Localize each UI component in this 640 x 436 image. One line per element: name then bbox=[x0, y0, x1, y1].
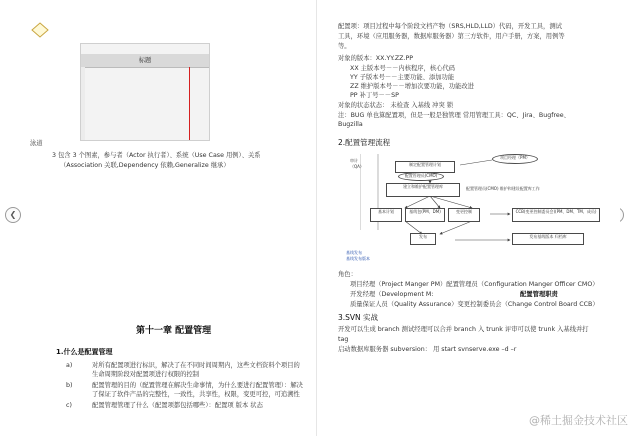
chapter-title: 第十一章 配置管理 bbox=[136, 326, 212, 336]
baseline-box: 基线包(PM、DM) bbox=[405, 208, 445, 222]
ccb-box: CCB(变更控制委员会)(PM、DM、TM、成员) bbox=[512, 208, 600, 222]
intro-line: 配置项：项目过程中每个阶段文档产物（SRS,HLD,LLD）代码，开发工具，测试 bbox=[338, 23, 562, 30]
lane-label: 审计（QA） bbox=[350, 158, 364, 169]
version-item: XX 主版本号－－内核程序，核心代码 bbox=[350, 65, 456, 72]
release-box: 发布 bbox=[410, 233, 436, 245]
svn-line: tag bbox=[338, 336, 349, 343]
pm-oval: 项目经理（PM） bbox=[492, 154, 538, 164]
repo-note: 配置管理员(CMO) 维护和建设配置库工作 bbox=[466, 186, 540, 191]
svn-line: 启动数据库服务器 subversion： 用 start svnserve.exe –d –r bbox=[338, 346, 517, 353]
paragraph-line: 3 包含 3 个图素，参与者（Actor 执行者）、系统（Use Case 用例）、关系 bbox=[52, 152, 261, 159]
cmo-oval: 配置管理员(CMO) bbox=[398, 172, 444, 181]
list-item-line: 了保证了软件产品的完整性，一致性，共享性，权限，变更可控，可追溯性 bbox=[92, 391, 300, 398]
chevron-left-icon: ❮ bbox=[9, 210, 17, 219]
version-item: ZZ 维护版本号－－增加次要功能，功能改进 bbox=[350, 83, 474, 90]
intro-line: 工具，环境（应用服务器，数据库服务器）第三方软件，用户手册，方案，用例等 bbox=[338, 33, 565, 40]
window-title: 标题 bbox=[81, 54, 209, 68]
legend-item: 基线发布 bbox=[346, 250, 362, 255]
list-item-line: 生命周期阶段对配置项进行权限的控制 bbox=[92, 371, 200, 378]
role-line: 质量保证人员（Quality Assurance）变更控制委员会（Change Control Board CCB） bbox=[350, 301, 599, 308]
list-marker: b) bbox=[66, 382, 73, 389]
change-control-box: 变更控制 bbox=[448, 208, 480, 222]
svn-line: 开发可以生成 branch 测试经理可以合并 branch 入 trunk 评审可以使 trunk 入基线并打 bbox=[338, 326, 589, 333]
figure-caption: 泳道 bbox=[30, 140, 43, 147]
intro-line: 等。 bbox=[338, 43, 351, 50]
version-label: 对象的版本：XX.YY.ZZ.PP bbox=[338, 55, 414, 62]
list-marker: c) bbox=[66, 402, 72, 409]
status-line: 对象的状态状态： 未检查 入基线 冲突 锁 bbox=[338, 102, 454, 109]
role-line: 项目经理（Project Manger PM）配置管理员（Configuration Manger Officer CMO） bbox=[350, 281, 599, 288]
plan-base-box: 基本计划 bbox=[370, 208, 402, 222]
list-item-line: 配置管理管理了什么（配置项都包括哪些）：配置项 版本 状态 bbox=[92, 402, 263, 409]
note-line: Bugzilla bbox=[338, 121, 363, 128]
repo-box: 建立和维护配置管理库 bbox=[386, 183, 460, 197]
prev-page-button[interactable] bbox=[5, 207, 21, 223]
lane-stripe bbox=[81, 67, 85, 140]
roles-title: 角色： bbox=[338, 271, 357, 278]
swimlane-window-figure bbox=[80, 43, 210, 141]
version-item: PP 补丁号－－SP bbox=[350, 92, 399, 99]
lane-divider bbox=[189, 67, 190, 140]
role-line: 开发经理（Development M: bbox=[350, 291, 434, 298]
list-item-line: 配置管理的目的（配置管理在解决生命事情，为什么要进行配置管理）：解决 bbox=[92, 382, 303, 389]
note-line: 注：BUG 单也算配置项，但是一般是独管理 常用管理工具：QC、Jira、Bugfree、 bbox=[338, 112, 570, 119]
plan-box: 制定配置管理计划 bbox=[395, 161, 455, 173]
section-title: 2.配置管理流程 bbox=[338, 138, 391, 147]
watermark: @稀土掘金技术社区 bbox=[529, 414, 628, 427]
left-page bbox=[26, 0, 317, 436]
roles-overlay-label: 配置管理职责 bbox=[520, 291, 558, 298]
decision-diamond-icon bbox=[31, 21, 49, 39]
legend-item: 基线发布版本 bbox=[346, 256, 370, 261]
right-page bbox=[330, 0, 620, 436]
release-note-box: 发布基线版本 归档库 bbox=[512, 233, 584, 245]
section-title: 1.什么是配置管理 bbox=[56, 348, 113, 356]
section-title: 3.SVN 实战 bbox=[338, 313, 379, 322]
list-marker: a) bbox=[66, 362, 73, 369]
paragraph-line: （Association 关联,Dependency 依赖,Generalize 继承） bbox=[60, 162, 230, 169]
version-item: YY 子版本号－－主要功能、添加功能 bbox=[350, 74, 455, 81]
list-item-line: 对所有配置项进行标识，解决了在不同时间周期内，这些文档资料个项目的 bbox=[92, 362, 300, 369]
